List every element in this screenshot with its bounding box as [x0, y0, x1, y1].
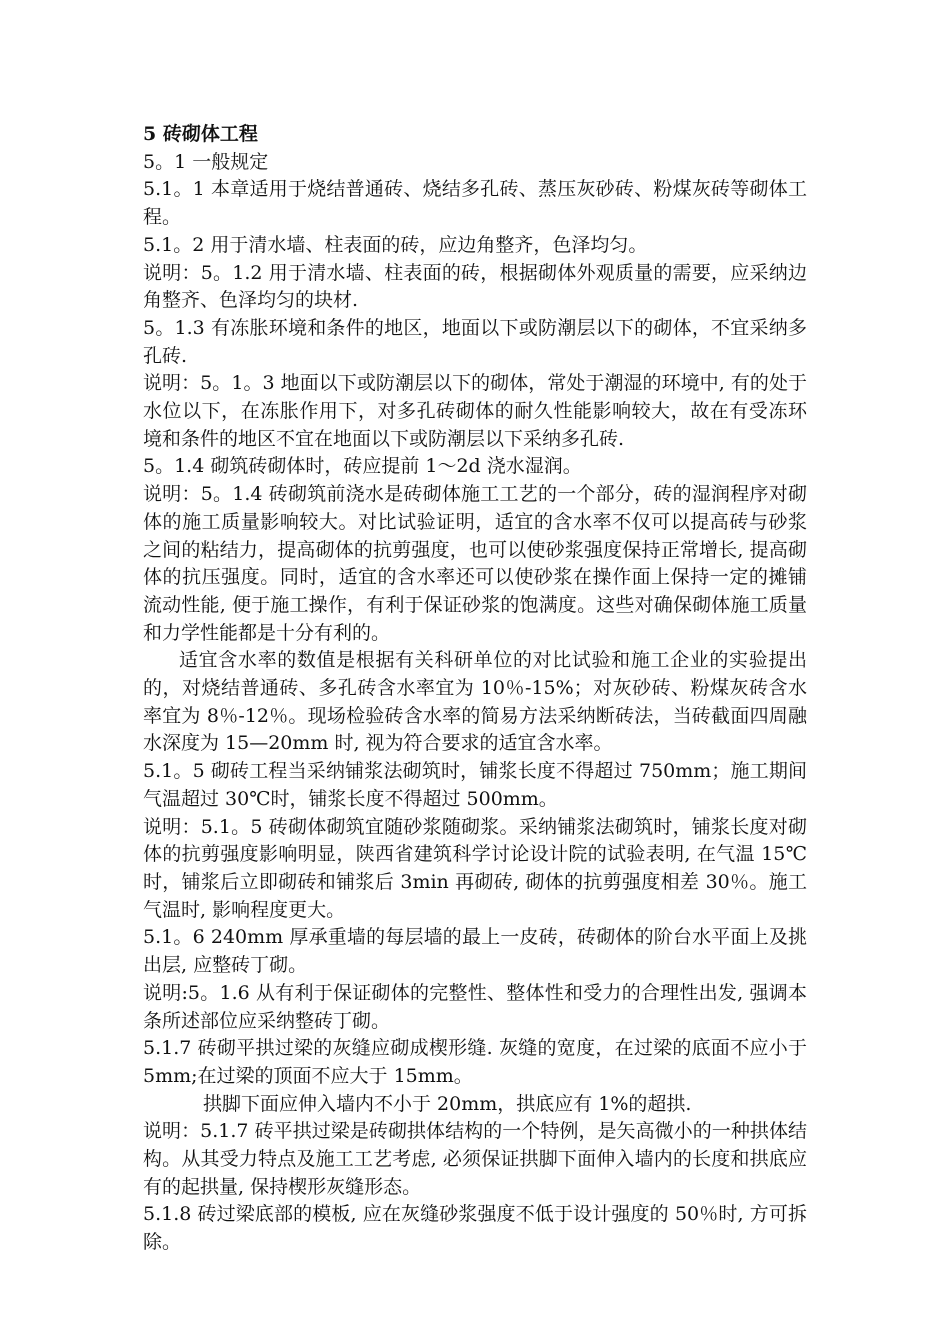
clause-5-1-5: 5.1。5 砌砖工程当采纳铺浆法砌筑时，铺浆长度不得超过 750mm；施工期间气温超过 30℃时，铺浆长度不得超过 500mm。 [143, 760, 807, 810]
document-body [143, 121, 807, 1257]
note-5-1-7: 说明：5.1.7 砖平拱过梁是砖砌拱体结构的一个特例，是矢高微小的一种拱体结构。从其受力特点及施工工艺考虑, 必须保证拱脚下面伸入墙内的长度和拱底应有的起拱量, 保持楔形灰缝形态。 [143, 1120, 807, 1198]
note-5-1-3: 说明：5。1。3 地面以下或防潮层以下的砌体，常处于潮湿的环境中, 有的处于水位以下，在冻胀作用下，对多孔砖砌体的耐久性能影响较大，故在有受冻环境和条件的地区不宜在地面以下或防潮层以下采纳多孔砖. [143, 372, 807, 450]
clause-5-1-7: 5.1.7 砖砌平拱过梁的灰缝应砌成楔形缝. 灰缝的宽度，在过梁的底面不应小于 5mm;在过梁的顶面不应大于 15mm。 [143, 1037, 807, 1087]
clause-5-1-6: 5.1。6 240mm 厚承重墙的每层墙的最上一皮砖，砖砌体的阶台水平面上及挑出层, 应整砖丁砌。 [143, 926, 807, 977]
note-5-1-2: 说明：5。1.2 用于清水墙、柱表面的砖，根据砌体外观质量的需要，应采纳边角整齐、色泽均匀的块材. [143, 261, 807, 312]
clause-5-1-8: 5.1.8 砖过梁底部的模板, 应在灰缝砂浆强度不低于设计强度的 50％时, 方可拆除。 [143, 1203, 807, 1254]
subsection-heading: 5。1 一般规定 [143, 150, 269, 173]
clause-5-1-4: 5。1.4 砌筑砖砌体时，砖应提前 1～2d 浇水湿润。 [143, 455, 582, 478]
clause-5-1-2: 5.1。2 用于清水墙、柱表面的砖，应边角整齐，色泽均匀。 [143, 233, 648, 256]
section-title: 5 砖砌体工程 [143, 123, 258, 145]
note-5-1-4-continued: 适宜含水率的数值是根据有关科研单位的对比试验和施工企业的实验提出的，对烧结普通砖、多孔砖含水率宜为 10％-15%；对灰砂砖、粉煤灰砖含水率宜为 8％-12％。现场检验砖含水率的简易方法采纳断砖法，当砖截面四周融水深度为 15—20mm 时, 视为符合要求的适宜含水率。 [143, 649, 807, 755]
clause-5-1-1: 5.1。1 本章适用于烧结普通砖、烧结多孔砖、蒸压灰砂砖、粉煤灰砖等砌体工程。 [143, 178, 807, 229]
note-5-1-4: 说明：5。1.4 砖砌筑前浇水是砖砌体施工工艺的一个部分，砖的湿润程序对砌体的施工质量影响较大。对比试验证明，适宜的含水率不仅可以提高砖与砂浆之间的粘结力，提高砌体的抗剪强度，也可以使砂浆强度保持正常增长, 提高砌体的抗压强度。同时，适宜的含水率还可以使砂浆在操作面上保持一定的摊铺流动性能, 便于施工操作，有利于保证砂浆的饱满度。这些对确保砌体施工质量和力学性能都是十分有利的。 [143, 483, 807, 644]
note-5-1-6: 说明:5。1.6 从有利于保证砌体的完整性、整体性和受力的合理性出发, 强调本条所述部位应采纳整砖丁砌。 [143, 981, 807, 1032]
note-5-1-5: 说明：5.1。5 砖砌体砌筑宜随砂浆随砌浆。采纳铺浆法砌筑时，铺浆长度对砌体的抗剪强度影响明显，陕西省建筑科学讨论设计院的试验表明, 在气温 15℃时，铺浆后立即砌砖和铺浆后 3min 再砌砖, 砌体的抗剪强度相差 30％。施工气温时, 影响程度更大。 [143, 815, 807, 921]
clause-5-1-3: 5。1.3 有冻胀环境和条件的地区，地面以下或防潮层以下的砌体，不宜采纳多孔砖. [143, 316, 807, 367]
clause-5-1-7-continued: 拱脚下面应伸入墙内不小于 20mm，拱底应有 1%的超拱. [203, 1092, 692, 1115]
